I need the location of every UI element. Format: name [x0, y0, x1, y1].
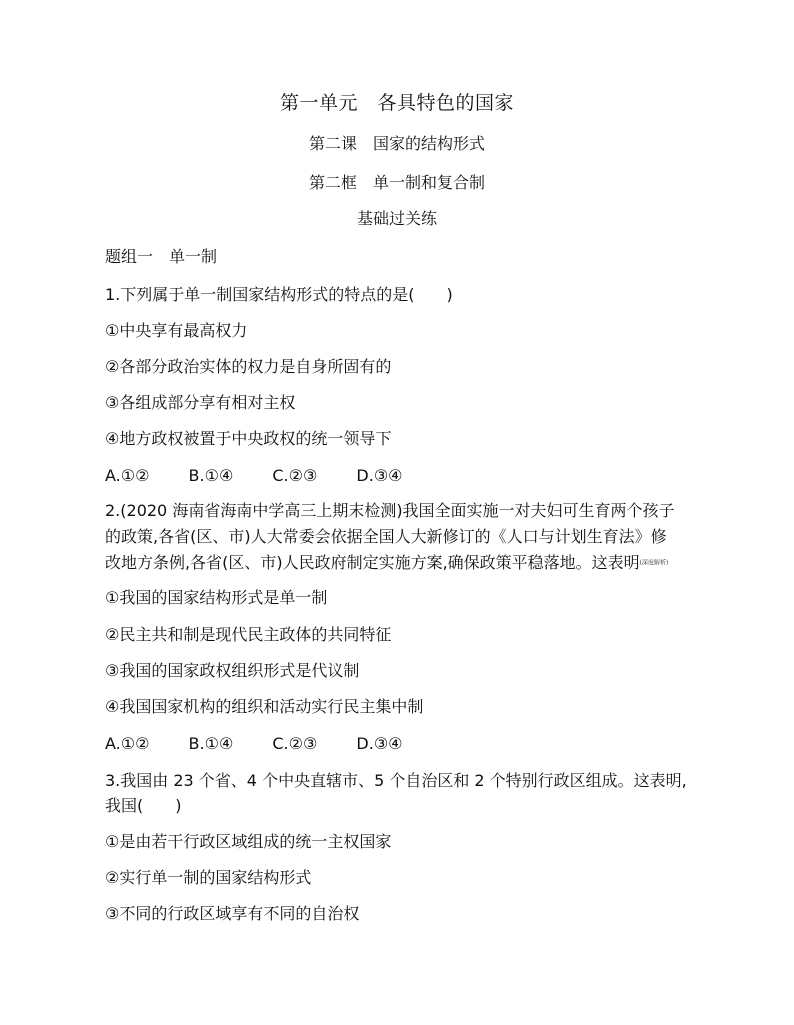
option-d[interactable]: D.③④ [356, 734, 403, 753]
lesson-title: 第二课 国家的结构形式 [308, 134, 485, 153]
question-1-item-2: ②各部分政治实体的权力是自身所固有的 [105, 357, 392, 376]
question-3-item-3: ③不同的行政区域享有不同的自治权 [105, 904, 360, 923]
question-1-options [105, 465, 705, 487]
option-d[interactable]: D.③④ [356, 466, 403, 485]
question-2-stem-line-2: 的政策,各省(区、市)人大常委会依据全国人大新修订的《人口与计划生育法》修 [105, 527, 667, 546]
question-2-item-1: ①我国的国家结构形式是单一制 [105, 588, 328, 607]
question-2-options [105, 733, 705, 755]
group-heading: 题组一 单一制 [105, 247, 218, 266]
unit-title: 第一单元 各具特色的国家 [279, 92, 514, 114]
option-b[interactable]: B.①④ [188, 734, 234, 753]
question-2-item-4: ④我国国家机构的组织和活动实行民主集中制 [105, 697, 424, 716]
question-2-item-3: ③我国的国家政权组织形式是代议制 [105, 661, 360, 680]
question-1-stem: 1.下列属于单一制国家结构形式的特点的是( ) [105, 285, 453, 304]
analysis-tag: (深度解析) [639, 559, 669, 567]
option-a[interactable]: A.①② [105, 466, 150, 485]
question-2-stem-line-3 [105, 552, 705, 575]
option-c[interactable]: C.②③ [272, 734, 318, 753]
question-3-item-2: ②实行单一制的国家结构形式 [105, 868, 312, 887]
question-3-stem-line-1: 3.我国由 23 个省、4 个中央直辖市、5 个自治区和 2 个特别行政区组成。这表明, [105, 771, 687, 790]
question-3-stem-line-2: 我国( ) [105, 796, 182, 815]
question-1-item-3: ③各组成部分享有相对主权 [105, 393, 296, 412]
option-b[interactable]: B.①④ [188, 466, 234, 485]
question-2-stem-line-1: 2.(2020 海南省海南中学高三上期末检测)我国全面实施一对夫妇可生育两个孩子 [105, 501, 675, 520]
question-3-item-1: ①是由若干行政区域组成的统一主权国家 [105, 832, 392, 851]
option-a[interactable]: A.①② [105, 734, 150, 753]
practice-heading: 基础过关练 [356, 209, 437, 228]
question-1-item-4: ④地方政权被置于中央政权的统一领导下 [105, 429, 392, 448]
question-2-stem-text: 改地方条例,各省(区、市)人民政府制定实施方案,确保政策平稳落地。这表明 [105, 553, 640, 572]
question-2-item-2: ②民主共和制是现代民主政体的共同特征 [105, 625, 392, 644]
option-c[interactable]: C.②③ [272, 466, 318, 485]
section-title: 第二框 单一制和复合制 [308, 173, 485, 192]
question-1-item-1: ①中央享有最高权力 [105, 321, 248, 340]
